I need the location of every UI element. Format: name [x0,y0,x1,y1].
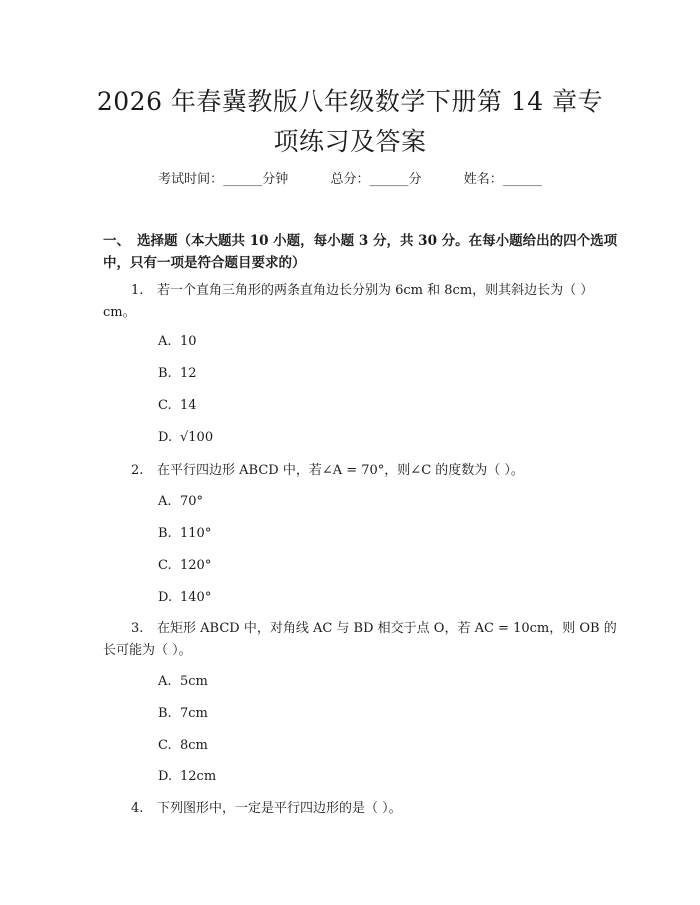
option-letter: D. [158,430,173,445]
option-3a [158,672,208,692]
section-heading [103,230,623,274]
option-text: 8cm [180,738,208,753]
name-label: 姓名： [463,172,503,187]
option-1d [158,428,213,448]
option-text: 12 [180,366,197,381]
time-blank: ______ [223,172,263,187]
option-text: 110° [180,526,212,541]
option-2b [158,524,211,544]
name-blank: ______ [502,172,542,187]
option-text: 140° [180,590,212,605]
option-text: √100 [180,430,214,445]
option-letter: D. [158,769,173,784]
score-blank: ______ [369,172,409,187]
option-letter: C. [158,738,172,753]
option-2c [158,556,211,576]
option-2d [158,588,211,608]
option-text: 7cm [180,706,208,721]
question-text: 在平行四边形 ABCD 中，若∠A = 70°，则∠C 的度数为（ ）。 [157,463,524,478]
option-letter: A. [158,494,172,509]
option-text: 70° [180,494,204,509]
question-text: 下列图形中，一定是平行四边形的是（ ）。 [157,801,402,816]
option-letter: B. [158,366,172,381]
option-letter: A. [158,334,172,349]
option-2a [158,492,203,512]
question-number: 2. [131,463,144,478]
option-text: 10 [180,334,197,349]
option-letter: D. [158,590,173,605]
question-number: 4. [131,801,144,816]
option-letter: C. [158,558,172,573]
section-text: 选择题（本大题共 10 小题，每小题 3 分，共 30 分。在每小题给出的四个选项中，只有一项是符合题目要求的） [103,233,618,271]
option-letter: A. [158,674,172,689]
question-3 [103,618,623,662]
option-text: 14 [180,398,197,413]
option-text: 120° [180,558,212,573]
question-4 [103,798,623,820]
score-unit: 分 [408,172,422,187]
time-unit: 分钟 [262,172,289,187]
option-3b [158,704,208,724]
option-letter: B. [158,706,172,721]
option-text: 12cm [180,769,217,784]
document-title [60,82,640,162]
exam-info-row [0,168,700,187]
title-line-2: 项练习及答案 [273,127,427,156]
score-label: 总分： [330,172,370,187]
title-line-1: 2026 年春冀教版八年级数学下册第 14 章专 [96,87,604,116]
section-number: 一、 [103,233,130,249]
option-3c [158,736,208,756]
option-1c [158,396,197,416]
option-1a [158,332,197,352]
option-letter: C. [158,398,172,413]
time-label: 考试时间： [158,172,224,187]
question-2 [103,460,623,482]
option-1b [158,364,197,384]
question-text: 在矩形 ABCD 中，对角线 AC 与 BD 相交于点 O，若 AC = 10cm，则 OB 的长可能为（ ）。 [103,621,617,658]
question-text: 若一个直角三角形的两条直角边长分别为 6cm 和 8cm，则其斜边长为（ ）cm。 [103,283,594,320]
option-3d [158,767,216,787]
question-number: 3. [131,621,144,636]
option-text: 5cm [180,674,208,689]
question-number: 1. [131,283,144,298]
question-1 [103,280,623,324]
option-letter: B. [158,526,172,541]
